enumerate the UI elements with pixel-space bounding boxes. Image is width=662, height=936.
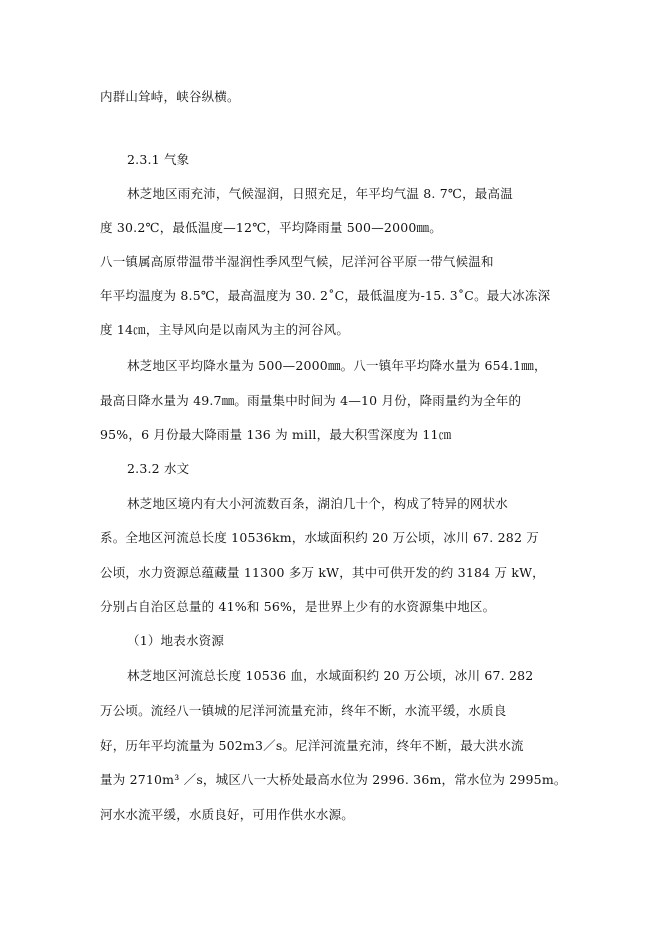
paragraph-line: 95%，6 月份最大降雨量 136 为 mill，最大积雪深度为 11㎝: [100, 427, 452, 442]
paragraph-line: 分别占自治区总量的 41%和 56%，是世界上少有的水资源集中地区。: [100, 599, 496, 614]
paragraph-line: 林芝地区平均降水量为 500—2000㎜。八一镇年平均降水量为 654.1㎜，: [127, 358, 547, 373]
paragraph-line: 内群山耸峙，峡谷纵横。: [100, 89, 240, 104]
paragraph-line: 年平均温度为 8.5℃，最高温度为 30. 2˚C，最低温度为-15. 3˚C。最大冰冻深: [100, 288, 551, 303]
paragraph-line: 林芝地区境内有大小河流数百条，湖泊几十个，构成了特异的网状水: [127, 496, 509, 511]
paragraph-line: 最高日降水量为 49.7㎜。雨量集中时间为 4—10 月份，降雨量约为全年的: [100, 393, 522, 408]
paragraph-line: 量为 2710m³ ／s，城区八一大桥处最高水位为 2996. 36m，常水位为 2995m。: [100, 772, 567, 787]
subsection-heading: （1）地表水资源: [127, 633, 225, 648]
paragraph-line: 万公顷。流经八一镇城的尼洋河流量充沛，终年不断，水流平缓，水质良: [100, 703, 507, 718]
paragraph-line: 公顷，水力资源总蕴藏量 11300 多万 kW，其中可供开发的约 3184 万 kW，: [100, 565, 545, 580]
paragraph-line: 林芝地区雨充沛，气候湿润，日照充足，年平均气温 8. 7℃，最高温: [127, 186, 513, 201]
paragraph-line: 系。全地区河流总长度 10536km，水域面积约 20 万公顷，冰川 67. 282 万: [100, 530, 539, 545]
paragraph-line: 度 30.2℃，最低温度—12℃，平均降雨量 500—2000㎜。: [100, 220, 442, 235]
paragraph-line: 河水水流平缓，水质良好，可用作供水水源。: [100, 807, 355, 822]
paragraph-line: 度 14㎝，主导风向是以南风为主的河谷风。: [100, 322, 350, 337]
paragraph-line: 八一镇属高原带温带半湿润性季风型气候，尼洋河谷平原一带气候温和: [100, 254, 494, 269]
paragraph-line: 林芝地区河流总长度 10536 血，水域面积约 20 万公顷，冰川 67. 282: [127, 668, 534, 683]
section-heading: 2.3.2 水文: [127, 461, 190, 476]
paragraph-line: 好，历年平均流量为 502m3／s。尼洋河流量充沛，终年不断，最大洪水流: [100, 738, 524, 753]
section-heading: 2.3.1 气象: [127, 152, 190, 167]
